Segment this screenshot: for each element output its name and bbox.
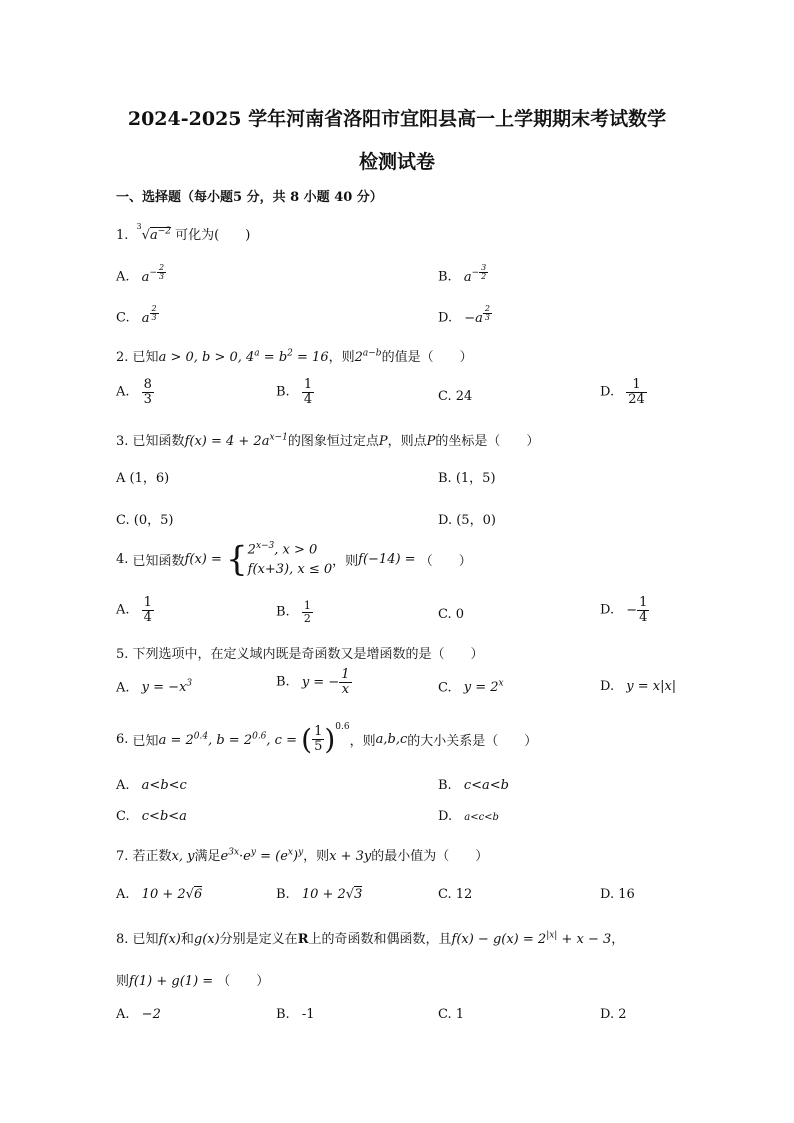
option-a[interactable]: A. $y = -x^3$ [116, 679, 193, 696]
question-8: 8. 已知f(x)和g(x)分别是定义在R上的奇函数和偶函数，且$f(x) - g(x) = 2^{|x|} + x - 3$， [116, 930, 625, 947]
option-b[interactable] [276, 1007, 315, 1022]
option-label: A. [116, 384, 130, 400]
page-title-line1: 2024-2025 学年河南省洛阳市宜阳县高一上学期期末考试数学 [127, 108, 667, 130]
question-number: 1. [116, 228, 129, 243]
math-expression: $f(x) - g(x) = 2^{|x|} + x - 3$ [451, 930, 612, 947]
question-5 [116, 643, 484, 662]
math-expression: a > 0, b > 0, $4^a = b^2 = 16$ [158, 348, 329, 365]
option-b[interactable]: B. $\frac{1}{2}$ [276, 599, 311, 625]
option-label: C. [116, 809, 130, 824]
stem-text: （ ） [419, 554, 472, 570]
math-expression: $^3√a^{-2}$ [136, 222, 171, 243]
option-text: 12 [455, 887, 473, 902]
option-label: B. [438, 471, 452, 486]
option-d[interactable] [600, 887, 635, 902]
option-text: (5，0) [456, 513, 496, 528]
option-text: 2 [618, 1007, 627, 1022]
stem-text: 则 [116, 974, 130, 989]
option-label: B. [276, 887, 290, 902]
option-c[interactable] [438, 607, 464, 622]
option-text: 16 [618, 887, 635, 902]
option-label: D. [600, 887, 615, 902]
option-label: D. [438, 310, 453, 326]
stem-text: 的值是（ ） [381, 350, 473, 365]
option-text: 24 [455, 389, 473, 404]
option-label: C. [438, 680, 452, 696]
stem-text: ，则 [332, 554, 359, 570]
question-number: 7. [116, 849, 129, 864]
option-a[interactable] [116, 778, 187, 793]
option-text: a<b<c [141, 778, 187, 793]
stem-text: 已知 [132, 734, 159, 749]
option-label: D. [600, 1007, 615, 1022]
stem-text: ，则 [328, 350, 355, 365]
option-label: B. [276, 1007, 290, 1022]
option-text: −2 [141, 1007, 161, 1022]
page-title-line2: 检测试卷 [358, 151, 435, 173]
option-c[interactable] [116, 509, 173, 528]
option-text: 0 [455, 607, 465, 622]
stem-text: ，则 [303, 849, 330, 864]
option-d[interactable]: D. −a $^{\frac{2}{3}}$ [438, 304, 490, 326]
option-text: c<a<b [463, 778, 509, 793]
stem-text: 已知 [132, 350, 159, 365]
option-c[interactable] [438, 887, 472, 902]
stem-text: 的坐标是（ ） [435, 434, 540, 449]
option-c[interactable]: C. $y = 2^x$ [438, 679, 504, 696]
option-a[interactable]: A. $a^{- \frac{2}{3}}$ [116, 263, 165, 285]
option-c[interactable] [438, 1007, 464, 1022]
math-expression: $e^{3x}\cdot e^y = (e^x)^y$ [220, 847, 304, 864]
stem-text: 的最小值为（ ） [371, 849, 489, 864]
question-number: 8. [116, 932, 129, 947]
question-number: 5. [116, 647, 129, 662]
option-b[interactable] [438, 467, 496, 486]
section-heading: 一、选择题（每小题5 分，共 8 小题 40 分） [116, 190, 383, 205]
option-label: A. [116, 602, 130, 618]
option-label: B. [276, 604, 290, 620]
stem-text: 已知函数 [132, 554, 185, 570]
option-label: D. [600, 602, 615, 618]
option-text: 1 [455, 1007, 465, 1022]
option-text: (0，5) [133, 513, 174, 528]
stem-text: R [297, 932, 309, 947]
option-a[interactable] [116, 467, 169, 486]
option-b[interactable]: B. y = − $\frac{1}{x}$ [276, 667, 350, 697]
option-text: -1 [301, 1007, 315, 1022]
question-2 [116, 346, 473, 365]
option-d[interactable]: D. $\frac{1}{24}$ [600, 377, 645, 407]
option-text: c<b<a [141, 809, 187, 824]
option-b[interactable]: B. $a^{- \frac{3}{2}}$ [438, 263, 487, 285]
option-d[interactable] [438, 809, 499, 824]
option-label: A. [116, 778, 130, 793]
question-stem: 下列选项中，在定义域内既是奇函数又是增函数的是（ ） [132, 647, 484, 662]
option-label: C. [438, 389, 452, 404]
option-label: B. [438, 269, 452, 285]
option-a[interactable] [116, 1007, 161, 1022]
option-a[interactable]: A. 10 + 2√6 [116, 887, 203, 902]
option-label: A. [116, 269, 130, 285]
math-expression: $2^{a-b}$ [354, 348, 382, 365]
math-expression: $f(x) = 4 + 2a^{x-1}$ [184, 432, 288, 449]
option-label: B. [438, 778, 452, 793]
question-1 [116, 222, 250, 243]
question-number: 2. [116, 350, 129, 365]
option-b[interactable] [438, 778, 509, 793]
option-a[interactable]: A. $\frac{1}{4}$ [116, 595, 152, 625]
option-text: (1，5) [455, 471, 496, 486]
option-label: B. [276, 384, 290, 400]
stem-text: （ ） [217, 974, 270, 989]
option-label: D. [438, 513, 453, 528]
option-label: C. [438, 887, 452, 902]
option-label: C. [438, 1007, 452, 1022]
question-8-line2: 则f(1) + g(1) = （ ） [116, 974, 270, 989]
option-text: (1，6) [129, 471, 170, 486]
stem-text: 满足 [194, 849, 221, 864]
option-c[interactable] [116, 809, 187, 824]
stem-text: 已知函数 [132, 434, 185, 449]
stem-text: 的图象恒过定点 [287, 434, 379, 449]
option-label: A. [116, 680, 130, 696]
question-4: 4. 已知函数f(x) = { $2^{x-3}$, x > 0 f(x+3), x ≤ 0 ，则f(−14) = （ ） [116, 539, 472, 580]
option-label: D. [600, 679, 615, 694]
piecewise-function: $2^{x-3}$, x > 0 f(x+3), x ≤ 0 [247, 541, 333, 577]
question-3: 3. 已知函数$f(x) = 4 + 2a^{x-1}$的图象恒过定点P，则点P的坐标是（ ） [116, 432, 540, 449]
stem-text: 上的奇函数和偶函数，且 [308, 932, 452, 947]
option-label: A. [116, 887, 130, 902]
stem-text: 的大小关系是（ ） [407, 734, 538, 749]
option-label: A. [116, 1007, 130, 1022]
option-label: D. [600, 384, 615, 400]
stem-text: ，则 [349, 734, 376, 749]
stem-text: 分别是定义在 [219, 932, 298, 947]
option-label: C. [116, 310, 130, 326]
option-a[interactable]: A. $\frac{8}{3}$ [116, 377, 152, 407]
option-label: C. [116, 513, 130, 528]
option-text: a<c<b [464, 812, 499, 823]
question-6: 6. 已知$a = 2^{0.4}$, $b = 2^{0.6}$, c = ( $\frac{1}{5}$ )$^{0.6}$，则a,b,c的大小关系是（ ） [116, 722, 538, 756]
stem-text: 若正数 [132, 849, 172, 864]
option-c[interactable]: C. a $^{\frac{2}{3}}$ [116, 304, 157, 326]
question-stem: 可化为( ) [175, 228, 251, 243]
option-b[interactable]: B. $\frac{1}{4}$ [276, 377, 313, 407]
option-d[interactable]: D. y = x|x| [600, 679, 677, 694]
question-number: 4. [116, 552, 129, 568]
option-label: C. [438, 607, 452, 622]
option-label: D. [438, 809, 453, 824]
question-7: 7. 若正数x, y满足$e^{3x}\cdot e^y = (e^x)^y$，则x + 3y的最小值为（ ） [116, 847, 489, 864]
option-c[interactable] [438, 389, 472, 404]
stem-text: ，则点 [387, 434, 427, 449]
stem-text: 和 [180, 932, 194, 947]
option-label: A [116, 471, 126, 486]
question-number: 6. [116, 732, 129, 747]
option-d[interactable] [438, 509, 496, 528]
option-b[interactable]: B. 10 + 2√3 [276, 887, 363, 902]
question-number: 3. [116, 434, 129, 449]
stem-text: 已知 [132, 932, 159, 947]
option-label: B. [276, 674, 290, 690]
option-d[interactable] [600, 1007, 627, 1022]
option-d[interactable]: D. − $\frac{1}{4}$ [600, 595, 648, 625]
